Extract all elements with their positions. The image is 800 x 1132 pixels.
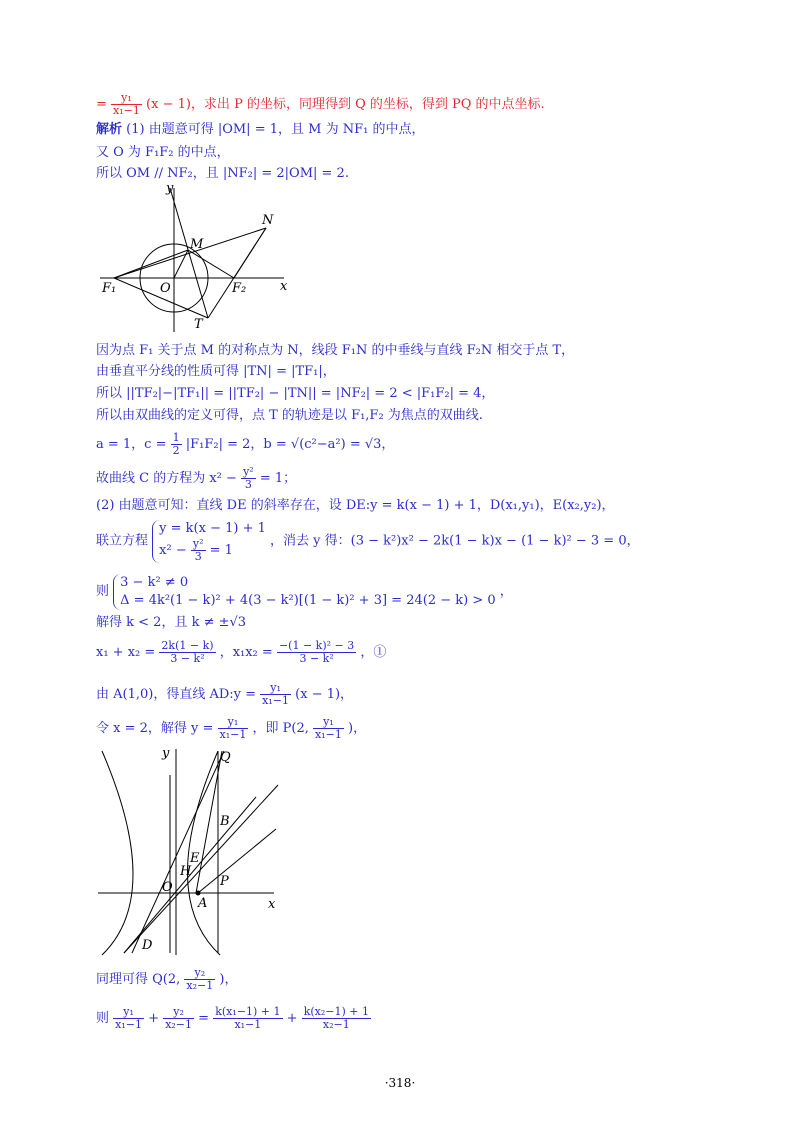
fraction: $\frac{2k(1 - k)}{\text{3 − k²}}$ [161, 639, 214, 665]
y-axis-label: y [162, 746, 170, 761]
point-N-label: N [262, 213, 274, 228]
point-B-label: B [220, 814, 230, 829]
text: 所以 ||TF₂|−|TF₁|| = ||TF₂| − |TN|| = |NF₂| = 2 < |F₁F₂| = 4， [96, 386, 495, 401]
equals-sign: = [96, 97, 107, 112]
point-O-label: O [162, 880, 173, 895]
figure-1-diagram [96, 182, 296, 334]
line-F2N-extended [208, 228, 266, 318]
fraction: $\frac{\text{k(x₂−1) + 1}}{\text{x₂−1}}$ [303, 1005, 369, 1031]
point-M-label: M [190, 237, 204, 252]
intro-line [96, 92, 545, 117]
system-of-equations [152, 520, 266, 563]
line-A-B [198, 829, 276, 893]
text: ，x₁x₂ = [219, 645, 273, 660]
solution-line-1 [96, 121, 424, 139]
part2-system-1 [96, 520, 640, 563]
text: (1) 由题意可得 |OM| = 1，且 M 为 NF₁ 的中点， [126, 122, 425, 137]
equals-sign: = [198, 1011, 210, 1026]
fraction: $\frac{\text{y₁}}{\text{x₁−1}}$ [315, 715, 342, 741]
text: 联立方程 [96, 533, 149, 549]
text: = 1； [259, 471, 297, 486]
solution-line-3 [96, 165, 349, 183]
text: = 1 [209, 543, 233, 558]
text: 由 A(1,0)，得直线 AD:y = [96, 687, 257, 702]
fraction: $\frac{\text{y²}}{3}$ [243, 465, 254, 491]
condition-system [113, 574, 495, 610]
fraction: $\frac{\text{y₁}}{\text{x₁−1}}$ [262, 681, 290, 707]
intro-text: (x − 1)，求出 P 的坐标，同理得到 Q 的坐标，得到 PQ 的中点坐标. [146, 97, 545, 112]
text: )， [348, 721, 367, 736]
segment-F1-M [114, 250, 188, 278]
text: a = 1，c = [96, 437, 167, 452]
part2-line-1 [96, 497, 615, 515]
point-A-label: A [198, 896, 208, 911]
text: 令 x = 2，解得 y = [96, 721, 214, 736]
text: 解得 k < 2，且 k ≠ ±√3 [96, 615, 247, 630]
text: 所以 OM // NF₂，且 |NF₂| = 2|OM| = 2. [96, 166, 349, 181]
x-axis-label: x [268, 897, 276, 912]
plus-sign: + [286, 1011, 298, 1026]
plus-sign: + [148, 1011, 160, 1026]
fraction: $\frac{\text{−(1 − k)² − 3}}{\text{3 − k²}}$ [278, 639, 355, 665]
text: 又 O 为 F₁F₂ 的中点， [96, 145, 230, 160]
x-axis-label: x [280, 279, 288, 294]
line-AD [96, 682, 353, 707]
fraction: $\frac{\text{y²}}{3}$ [192, 537, 204, 563]
vieta-line [96, 640, 386, 665]
point-F2-label: F₂ [232, 281, 247, 296]
text: 则 [96, 1011, 110, 1026]
fraction: $\frac{1}{2}$ [172, 431, 180, 457]
point-P-line [96, 716, 366, 741]
perpendicular-bisector [170, 188, 208, 318]
para2-line-2 [96, 363, 336, 381]
text: 因为点 F₁ 关于点 M 的对称点为 N，线段 F₁N 的中垂线与直线 F₂N 相交于点 T， [96, 343, 575, 358]
point-E-label: E [190, 851, 200, 866]
point-P-label: P [220, 874, 229, 889]
text: 则 [96, 584, 110, 599]
para2-line-5 [96, 432, 394, 457]
text: (x − 1)， [295, 687, 354, 702]
hyperbola-left-branch [102, 751, 133, 955]
para2-line-3 [96, 385, 494, 403]
text: 由垂直平分线的性质可得 |TN| = |TF₁|， [96, 364, 336, 379]
text: )， [219, 972, 238, 987]
analysis-label: 解析 [96, 122, 123, 137]
equation [159, 538, 266, 563]
fraction: $\frac{\text{y₁}}{\text{x₁−1}}$ [219, 715, 247, 741]
sum-line [96, 1006, 371, 1031]
text: ，消去 y 得：(3 − k²)x² − 2k(1 − k)x − (1 − k)² − 3 = 0， [270, 533, 640, 549]
para2-line-4 [96, 407, 483, 425]
segment-F1-N [114, 228, 266, 278]
page-number: ·318· [384, 1076, 416, 1090]
point-Q-label: Q [220, 750, 231, 765]
fraction: $\frac{\text{y₁}}{\text{x₁−1}}$ [115, 1005, 142, 1031]
text: (2) 由题意可知：直线 DE 的斜率存在，设 DE:y = k(x − 1) + 1，D(x₁,y₁)，E(x₂,y₂)， [96, 498, 615, 513]
figure-2-diagram [96, 745, 286, 957]
text: x² − [159, 543, 187, 558]
para2-line-1 [96, 342, 574, 360]
text: x₁ + x₂ = [96, 645, 156, 660]
fraction: $\frac{\text{y₂}}{\text{x₂−1}}$ [186, 966, 214, 992]
point-A-marker [196, 891, 201, 896]
y-axis-label: y [166, 182, 174, 196]
point-F1-label: F₁ [102, 281, 117, 296]
text: 故曲线 C 的方程为 x² − [96, 471, 237, 486]
text: ， [499, 584, 513, 599]
solution-line-2 [96, 144, 230, 162]
point-T-label: T [194, 317, 203, 332]
line-DB [124, 785, 278, 953]
fraction: $\frac{\text{k(x₁−1) + 1}}{\text{x₁−1}}$ [215, 1005, 281, 1031]
fraction: $\frac{\text{y₁}}{\text{x₁−1}}$ [113, 91, 140, 117]
text: 同理可得 Q(2, [96, 972, 181, 987]
text: |F₁F₂| = 2，b = √(c²−a²) = √3， [185, 437, 395, 452]
condition: Δ = 4k²(1 − k)² + 4(3 − k²)[(1 − k)² + 3] = 24(2 − k) > 0 [120, 593, 496, 608]
point-D-label: D [142, 938, 153, 953]
text: 所以由双曲线的定义可得，点 T 的轨迹是以 F₁,F₂ 为焦点的双曲线. [96, 408, 483, 423]
part2-system-2 [96, 574, 513, 610]
condition: 3 − k² ≠ 0 [120, 575, 189, 590]
point-H-label: H [180, 864, 192, 879]
text: ，① [360, 645, 387, 660]
fraction: $\frac{\text{y₂}}{\text{x₂−1}}$ [165, 1005, 193, 1031]
line-DE [132, 751, 224, 953]
equation: y = k(x − 1) + 1 [159, 521, 266, 536]
para2-line-6 [96, 466, 296, 491]
part2-solution [96, 614, 246, 632]
text: ，即 P(2, [252, 721, 309, 736]
point-O-label: O [160, 281, 171, 296]
point-Q-line [96, 967, 237, 992]
